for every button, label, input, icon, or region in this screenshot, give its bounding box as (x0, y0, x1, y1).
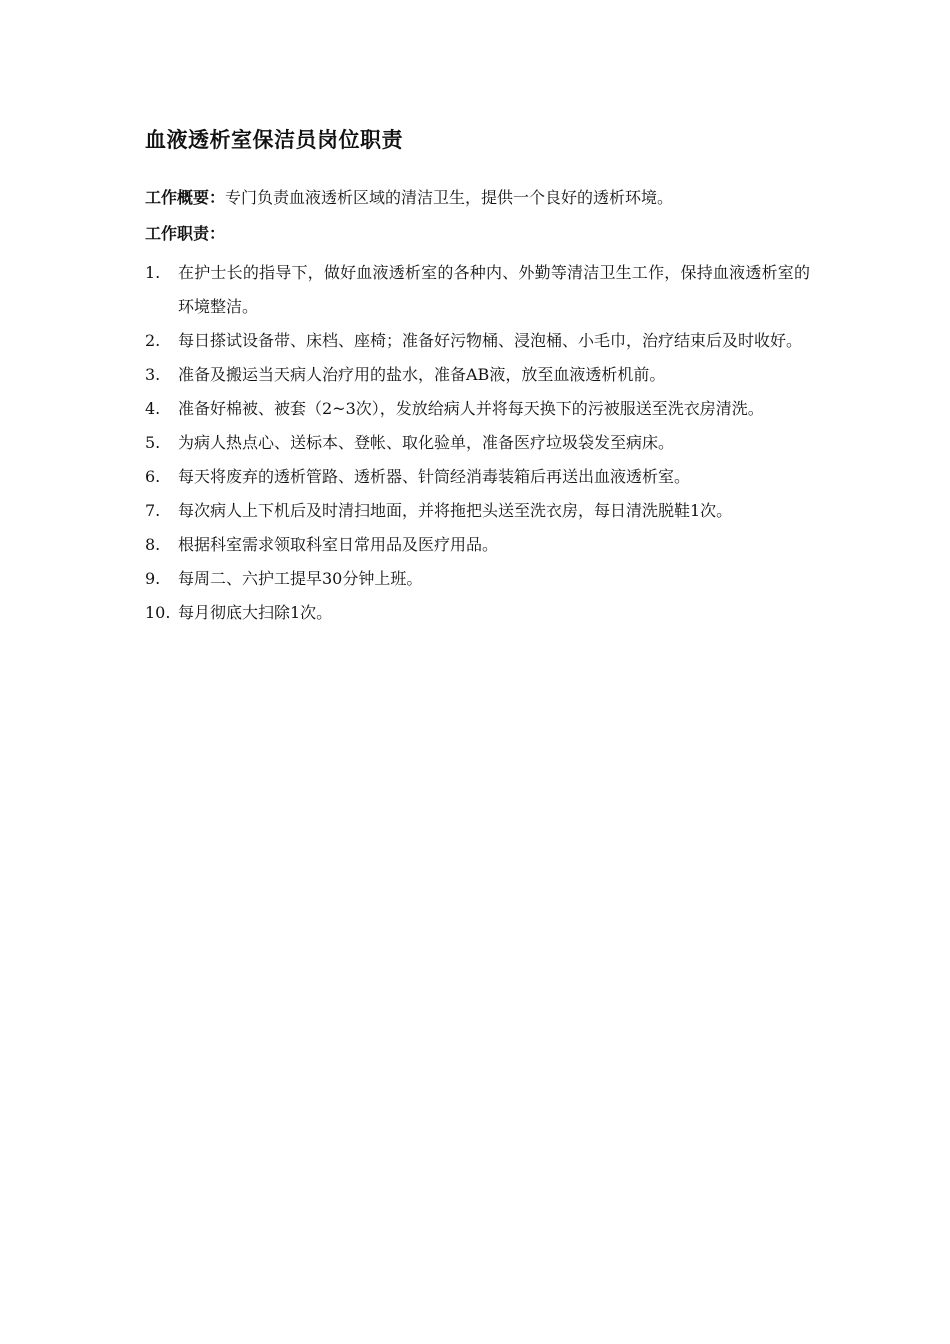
work-summary-text: 专门负责血液透析区域的清洁卫生，提供一个良好的透析环境。 (225, 188, 674, 207)
duty-number: 4. (145, 399, 161, 418)
duty-item (145, 528, 810, 562)
duty-number: 9. (145, 569, 161, 588)
duty-item (145, 426, 810, 460)
duty-list (145, 256, 810, 630)
duty-number: 7. (145, 501, 161, 520)
document-title: 血液透析室保洁员岗位职责 (145, 128, 403, 152)
duty-number: 2. (145, 331, 161, 350)
duty-item (145, 494, 810, 528)
duty-text: 在护士长的指导下，做好血液透析室的各种内、外勤等清洁卫生工作，保持血液透析室的环境整洁。 (178, 263, 810, 316)
duty-number: 3. (145, 365, 161, 384)
duty-item (145, 596, 810, 630)
duty-item (145, 256, 810, 324)
duty-text: 每周二、六护工提早30分钟上班。 (178, 569, 423, 588)
duty-item (145, 392, 810, 426)
duty-text: 每次病人上下机后及时清扫地面，并将拖把头送至洗衣房，每日清洗脱鞋1次。 (178, 501, 733, 520)
duty-text: 准备及搬运当天病人治疗用的盐水，准备AB液，放至血液透析机前。 (178, 365, 666, 384)
duty-item (145, 562, 810, 596)
duty-text: 准备好棉被、被套（2~3次），发放给病人并将每天换下的污被服送至洗衣房清洗。 (178, 399, 764, 418)
duties-heading: 工作职责： (145, 224, 226, 243)
duty-text: 每月彻底大扫除1次。 (178, 603, 333, 622)
duty-item (145, 460, 810, 494)
duty-item (145, 324, 810, 358)
duty-number: 5. (145, 433, 161, 452)
work-summary (145, 186, 673, 210)
duty-text: 为病人热点心、送标本、登帐、取化验单，准备医疗垃圾袋发至病床。 (178, 433, 675, 452)
duty-item (145, 358, 810, 392)
duty-text: 根据科室需求领取科室日常用品及医疗用品。 (178, 535, 499, 554)
duty-text: 每日搽试设备带、床档、座椅；准备好污物桶、浸泡桶、小毛巾，治疗结束后及时收好。 (178, 331, 803, 350)
duty-text: 每天将废弃的透析管路、透析器、针筒经消毒装箱后再送出血液透析室。 (178, 467, 691, 486)
duty-number: 8. (145, 535, 161, 554)
duty-number: 10. (145, 603, 171, 622)
duty-number: 1. (145, 263, 161, 282)
duty-number: 6. (145, 467, 161, 486)
work-summary-label: 工作概要： (145, 188, 226, 207)
